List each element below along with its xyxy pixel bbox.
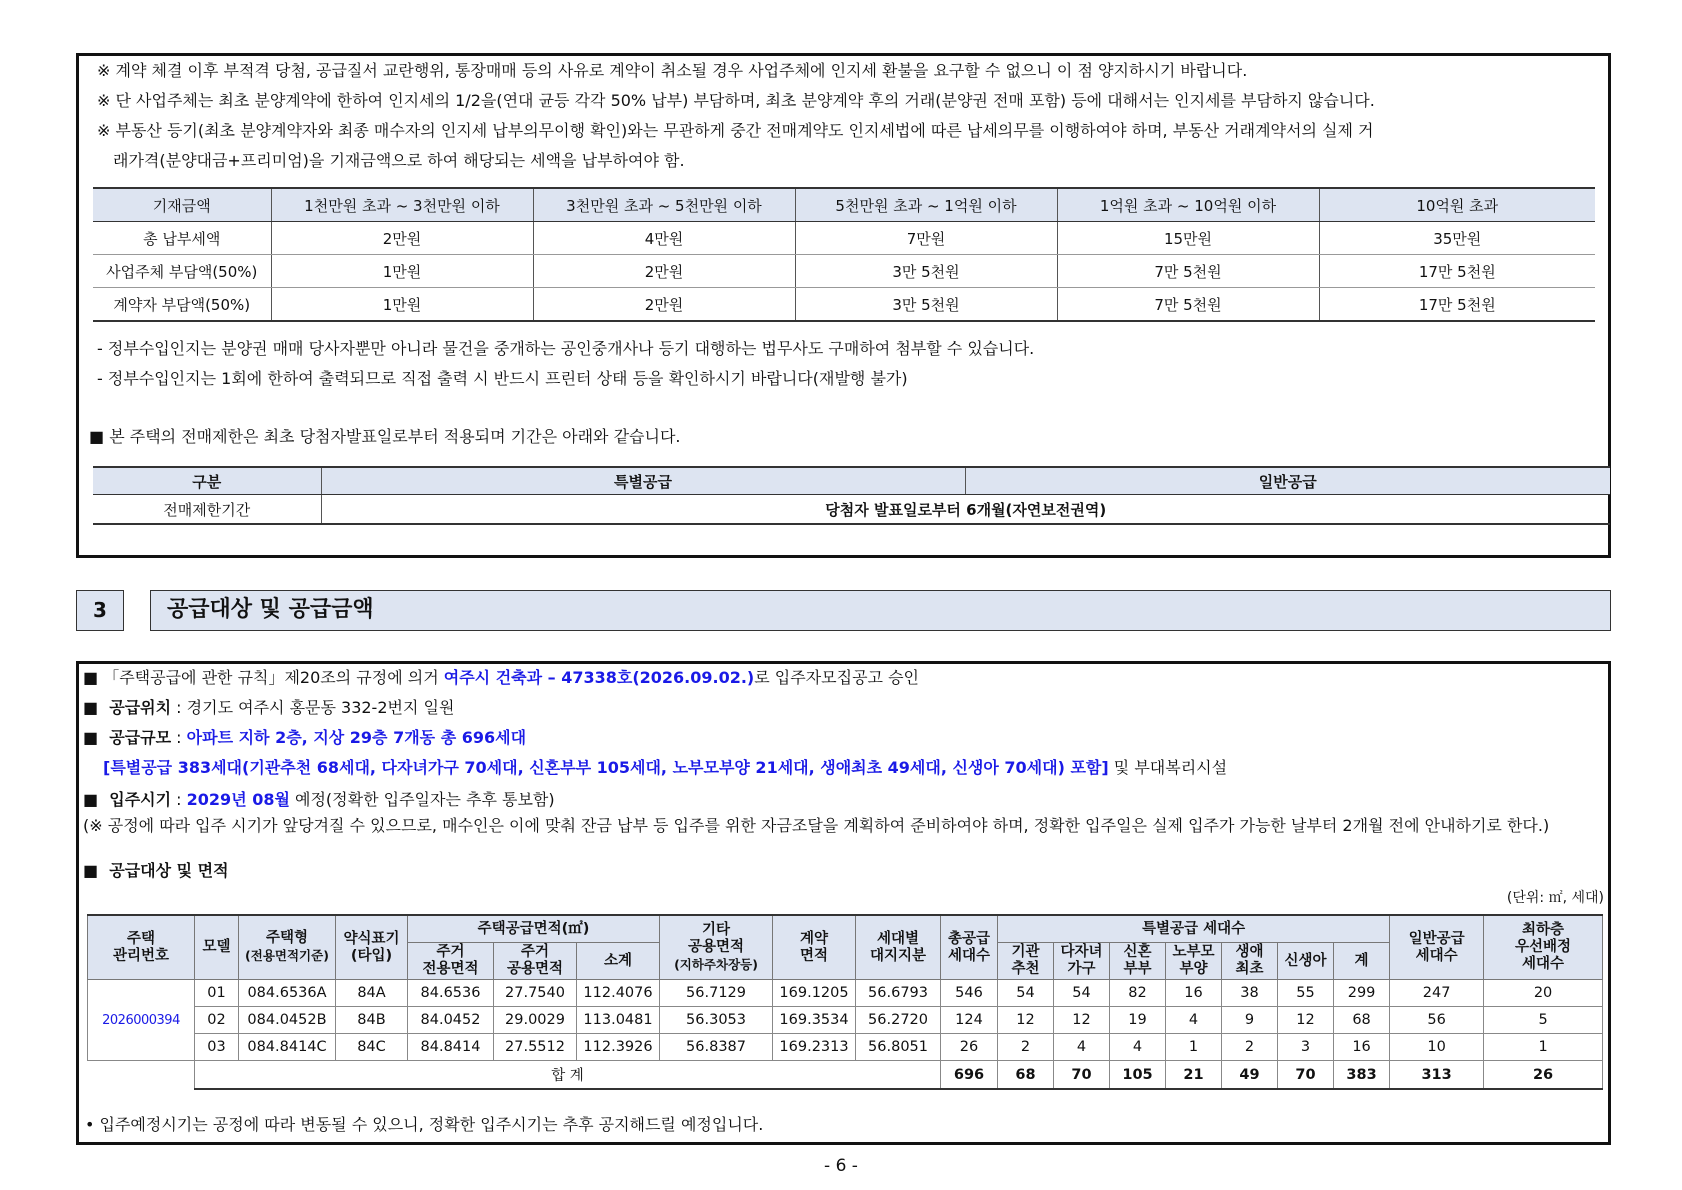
table-cell: 02 [195, 1007, 239, 1034]
table-cell: 56.3053 [660, 1007, 773, 1034]
table-cell: 7만 5천원 [1057, 255, 1319, 288]
location-line: ■ 공급위치 : 경기도 여주시 홍문동 332-2번지 일원 [83, 698, 455, 717]
page-number: - 6 - [824, 1156, 858, 1176]
table-header-row [93, 188, 1595, 222]
unit-label: (단위: ㎡, 세대) [1506, 890, 1604, 906]
table-cell: 546 [941, 980, 998, 1007]
approval-text: ■ 「주택공급에 관한 규칙」제20조의 규정에 의거 [83, 668, 444, 687]
header-institution: 기관 추천 [998, 943, 1054, 980]
header-newlywed: 신혼 부부 [1110, 943, 1166, 980]
header-cell: 10억원 초과 [1319, 188, 1595, 222]
header-other-sub: (지하주차장등) [674, 956, 758, 972]
table-cell: 56.8387 [660, 1034, 773, 1061]
table-cell: 17만 5천원 [1319, 255, 1595, 288]
header-other-common [660, 915, 773, 980]
scale-special-line [103, 754, 1227, 782]
table-cell: 113.0481 [577, 1007, 660, 1034]
total-cell: 21 [1166, 1061, 1222, 1090]
table-cell: 1 [1166, 1034, 1222, 1061]
header-abbr: 약식표기 (타입) [336, 915, 408, 980]
table-cell: 84.6536 [408, 980, 494, 1007]
header-type-sub: (전용면적기준) [245, 948, 329, 963]
header-cell: 기재금액 [93, 188, 271, 222]
table-cell: 2만원 [271, 222, 533, 255]
movein-footnote: • 입주예정시기는 공정에 따라 변동될 수 있으니, 정확한 입주시기는 추후 공지해드릴 예정입니다. [85, 1115, 764, 1134]
table-cell: 124 [941, 1007, 998, 1034]
table-cell: 56.6793 [856, 980, 941, 1007]
table-cell: 12 [1278, 1007, 1334, 1034]
table-cell: 084.6536A [239, 980, 336, 1007]
table-cell: 3만 5천원 [795, 288, 1057, 322]
table-row [93, 288, 1595, 322]
header-cell: 5천만원 초과 ~ 1억원 이하 [795, 188, 1057, 222]
stamp-note-2: - 정부수입인지는 1회에 한하여 출력되므로 직접 출력 시 반드시 프린터 상태 등을 확인하시기 바랍니다(재발행 불가) [97, 369, 908, 388]
header-total-units: 총공급 세대수 [941, 915, 998, 980]
target-line: ■ 공급대상 및 면적 [83, 861, 229, 880]
table-cell: 247 [1390, 980, 1484, 1007]
table-cell: 84.0452 [408, 1007, 494, 1034]
section-title: 공급대상 및 공급금액 [150, 590, 1611, 631]
table-cell: 82 [1110, 980, 1166, 1007]
header-special-units: 특별공급 세대수 [998, 915, 1390, 943]
table-cell: 19 [1110, 1007, 1166, 1034]
table-cell: 4 [1166, 1007, 1222, 1034]
location-label: 공급위치 [109, 698, 172, 717]
total-cell: 105 [1110, 1061, 1166, 1090]
header-cell: 특별공급 [321, 467, 965, 495]
total-cell: 70 [1278, 1061, 1334, 1090]
scale-value: 아파트 지하 2층, 지상 29층 7개동 총 696세대 [186, 728, 527, 747]
movein-tail: 예정(정확한 입주일자는 추후 통보함) [289, 790, 555, 809]
header-special-sum: 계 [1334, 943, 1390, 980]
total-cell: 313 [1390, 1061, 1484, 1090]
total-cell: 26 [1484, 1061, 1603, 1090]
resale-period: 당첨자 발표일로부터 6개월(자연보전권역) [321, 495, 1610, 525]
table-cell: 03 [195, 1034, 239, 1061]
table-row [93, 222, 1595, 255]
header-land-share: 세대별 대지지분 [856, 915, 941, 980]
header-common-area: 주거 공용면적 [494, 943, 577, 980]
table-cell: 169.1205 [773, 980, 856, 1007]
table-row [88, 1034, 1603, 1061]
table-cell: 3만 5천원 [795, 255, 1057, 288]
header-general-units: 일반공급 세대수 [1390, 915, 1484, 980]
note-1: ※ 계약 체결 이후 부적격 당첨, 공급질서 교란행위, 통장매매 등의 사유로 계약이 취소될 경우 사업주체에 인지세 환불을 요구할 수 없으니 이 점 양지하시기 바랍니다. [97, 61, 1248, 80]
table-cell: 7만원 [795, 222, 1057, 255]
table-cell: 299 [1334, 980, 1390, 1007]
header-mgmt-no: 주택 관리번호 [88, 915, 195, 980]
special-supply-breakdown: [특별공급 383세대(기관추천 68세대, 다자녀가구 70세대, 신혼부부 105세대, 노부모부양 21세대, 생애최초 49세대, 신생아 70세대) 포함] [103, 758, 1109, 777]
total-cell: 68 [998, 1061, 1054, 1090]
movein-value: 2029년 08월 [186, 790, 290, 809]
row-label: 사업주체 부담액(50%) [93, 255, 271, 288]
table-cell: 1만원 [271, 288, 533, 322]
scale-line: ■ 공급규모 : 아파트 지하 2층, 지상 29층 7개동 총 696세대 [83, 728, 527, 747]
table-row [93, 255, 1595, 288]
resale-restriction-table [93, 466, 1610, 525]
total-cell: 696 [941, 1061, 998, 1090]
table-cell: 10 [1390, 1034, 1484, 1061]
table-cell: 54 [998, 980, 1054, 1007]
approval-text-tail: 로 입주자모집공고 승인 [754, 668, 919, 687]
table-cell: 4만원 [533, 222, 795, 255]
note-3: ※ 부동산 등기(최초 분양계약자와 최종 매수자의 인지세 납부의무이행 확인)와는 무관하게 중간 전매계약도 인지세법에 따른 납세의무를 이행하여야 하며, 부동산 거래계약서의 실제 거 [97, 121, 1374, 140]
table-cell: 27.7540 [494, 980, 577, 1007]
table-cell: 4 [1054, 1034, 1110, 1061]
movein-line: ■ 입주시기 : 2029년 08월 예정(정확한 입주일자는 추후 통보함) [83, 790, 555, 809]
header-model: 모델 [195, 915, 239, 980]
stamp-tax-table [93, 187, 1595, 322]
total-cell: 70 [1054, 1061, 1110, 1090]
table-cell: 84.8414 [408, 1034, 494, 1061]
table-cell: 56 [1390, 1007, 1484, 1034]
table-cell: 2 [998, 1034, 1054, 1061]
header-type-label: 주택형 [265, 930, 309, 946]
table-cell: 112.3926 [577, 1034, 660, 1061]
table-cell: 12 [998, 1007, 1054, 1034]
total-cell: 49 [1222, 1061, 1278, 1090]
table-cell: 15만원 [1057, 222, 1319, 255]
header-first-home: 생애 최초 [1222, 943, 1278, 980]
table-cell: 38 [1222, 980, 1278, 1007]
table-cell: 16 [1166, 980, 1222, 1007]
note-2: ※ 단 사업주체는 최초 분양계약에 한하여 인지세의 1/2을(연대 균등 각각 50% 납부) 부담하며, 최초 분양계약 후의 거래(분양권 전매 포함) 등에 대해서는 인지세를 부담하지 않습니다. [97, 91, 1375, 110]
header-cell: 3천만원 초과 ~ 5천만원 이하 [533, 188, 795, 222]
table-cell: 5 [1484, 1007, 1603, 1034]
header-newborn: 신생아 [1278, 943, 1334, 980]
header-elderly-parent: 노부모 부양 [1166, 943, 1222, 980]
stamp-tax-box [76, 53, 1611, 558]
header-multichild: 다자녀 가구 [1054, 943, 1110, 980]
table-cell: 84A [336, 980, 408, 1007]
table-cell: 54 [1054, 980, 1110, 1007]
table-cell: 2만원 [533, 255, 795, 288]
table-header-row [93, 467, 1610, 495]
table-cell: 1 [1484, 1034, 1603, 1061]
table-cell: 01 [195, 980, 239, 1007]
table-cell: 17만 5천원 [1319, 288, 1595, 322]
total-cell: 383 [1334, 1061, 1390, 1090]
table-cell: 20 [1484, 980, 1603, 1007]
table-cell: 56.7129 [660, 980, 773, 1007]
table-header-row [88, 915, 1603, 943]
header-supply-area: 주택공급면적(㎡) [408, 915, 660, 943]
header-cell: 1억원 초과 ~ 10억원 이하 [1057, 188, 1319, 222]
table-cell: 2 [1222, 1034, 1278, 1061]
table-cell: 16 [1334, 1034, 1390, 1061]
header-cell: 일반공급 [965, 467, 1610, 495]
table-cell: 1만원 [271, 255, 533, 288]
table-cell: 12 [1054, 1007, 1110, 1034]
management-number: 2026000394 [88, 980, 195, 1061]
table-cell: 35만원 [1319, 222, 1595, 255]
total-row [88, 1061, 1603, 1090]
header-subtotal: 소계 [577, 943, 660, 980]
row-label: 계약자 부담액(50%) [93, 288, 271, 322]
movein-label: 입주시기 [109, 790, 172, 809]
row-label: 전매제한기간 [93, 495, 321, 525]
header-type [239, 915, 336, 980]
table-row [88, 1007, 1603, 1034]
approval-number: 여주시 건축과 – 47338호(2026.09.02.) [443, 668, 755, 687]
row-label: 총 납부세액 [93, 222, 271, 255]
table-cell: 9 [1222, 1007, 1278, 1034]
separator: : [171, 728, 187, 747]
resale-intro: ■ 본 주택의 전매제한은 최초 당첨자발표일로부터 적용되며 기간은 아래와 같습니다. [89, 427, 681, 446]
movein-note: (※ 공정에 따라 입주 시기가 앞당겨질 수 있으므로, 매수인은 이에 맞춰 잔금 납부 등 입주를 위한 자금조달을 계획하여 준비하여야 하며, 정확한 입주일은 실제 입주가 가능한 날부터 2개월 전에 안내하기로 한다.) [83, 816, 1550, 835]
table-cell: 84C [336, 1034, 408, 1061]
target-label: 공급대상 및 면적 [109, 861, 229, 880]
separator: : [171, 790, 187, 809]
header-contract-area: 계약 면적 [773, 915, 856, 980]
supply-table [87, 914, 1603, 1090]
header-lowest-floor: 최하층 우선배정 세대수 [1484, 915, 1603, 980]
table-cell: 68 [1334, 1007, 1390, 1034]
supply-info-box [76, 661, 1611, 1145]
total-label: 합 계 [195, 1061, 941, 1090]
approval-line [83, 664, 919, 692]
header-cell: 구분 [93, 467, 321, 495]
table-cell: 3 [1278, 1034, 1334, 1061]
table-cell: 4 [1110, 1034, 1166, 1061]
table-cell: 56.8051 [856, 1034, 941, 1061]
note-3-continued: 래가격(분양대금+프리미엄)을 기재금액으로 하여 해당되는 세액을 납부하여야 함. [113, 151, 685, 170]
table-cell: 56.2720 [856, 1007, 941, 1034]
table-cell: 084.0452B [239, 1007, 336, 1034]
table-cell: 169.3534 [773, 1007, 856, 1034]
header-cell: 1천만원 초과 ~ 3천만원 이하 [271, 188, 533, 222]
table-row [93, 495, 1610, 525]
table-cell: 26 [941, 1034, 998, 1061]
table-cell: 55 [1278, 980, 1334, 1007]
stamp-note-1: - 정부수입인지는 분양권 매매 당사자뿐만 아니라 물건을 중개하는 공인중개사나 등기 대행하는 법무사도 구매하여 첨부할 수 있습니다. [97, 339, 1035, 358]
table-cell: 29.0029 [494, 1007, 577, 1034]
blank-cell [88, 1061, 195, 1090]
table-row [88, 980, 1603, 1007]
scale-tail: 및 부대복리시설 [1108, 758, 1228, 777]
header-other-label: 기타 공용면적 [688, 921, 745, 955]
table-cell: 84B [336, 1007, 408, 1034]
table-cell: 7만 5천원 [1057, 288, 1319, 322]
table-cell: 169.2313 [773, 1034, 856, 1061]
table-cell: 2만원 [533, 288, 795, 322]
table-cell: 27.5512 [494, 1034, 577, 1061]
table-cell: 084.8414C [239, 1034, 336, 1061]
table-cell: 112.4076 [577, 980, 660, 1007]
header-exclusive-area: 주거 전용면적 [408, 943, 494, 980]
location-value: : 경기도 여주시 홍문동 332-2번지 일원 [171, 698, 455, 717]
section-number: 3 [76, 590, 124, 631]
scale-label: 공급규모 [109, 728, 172, 747]
